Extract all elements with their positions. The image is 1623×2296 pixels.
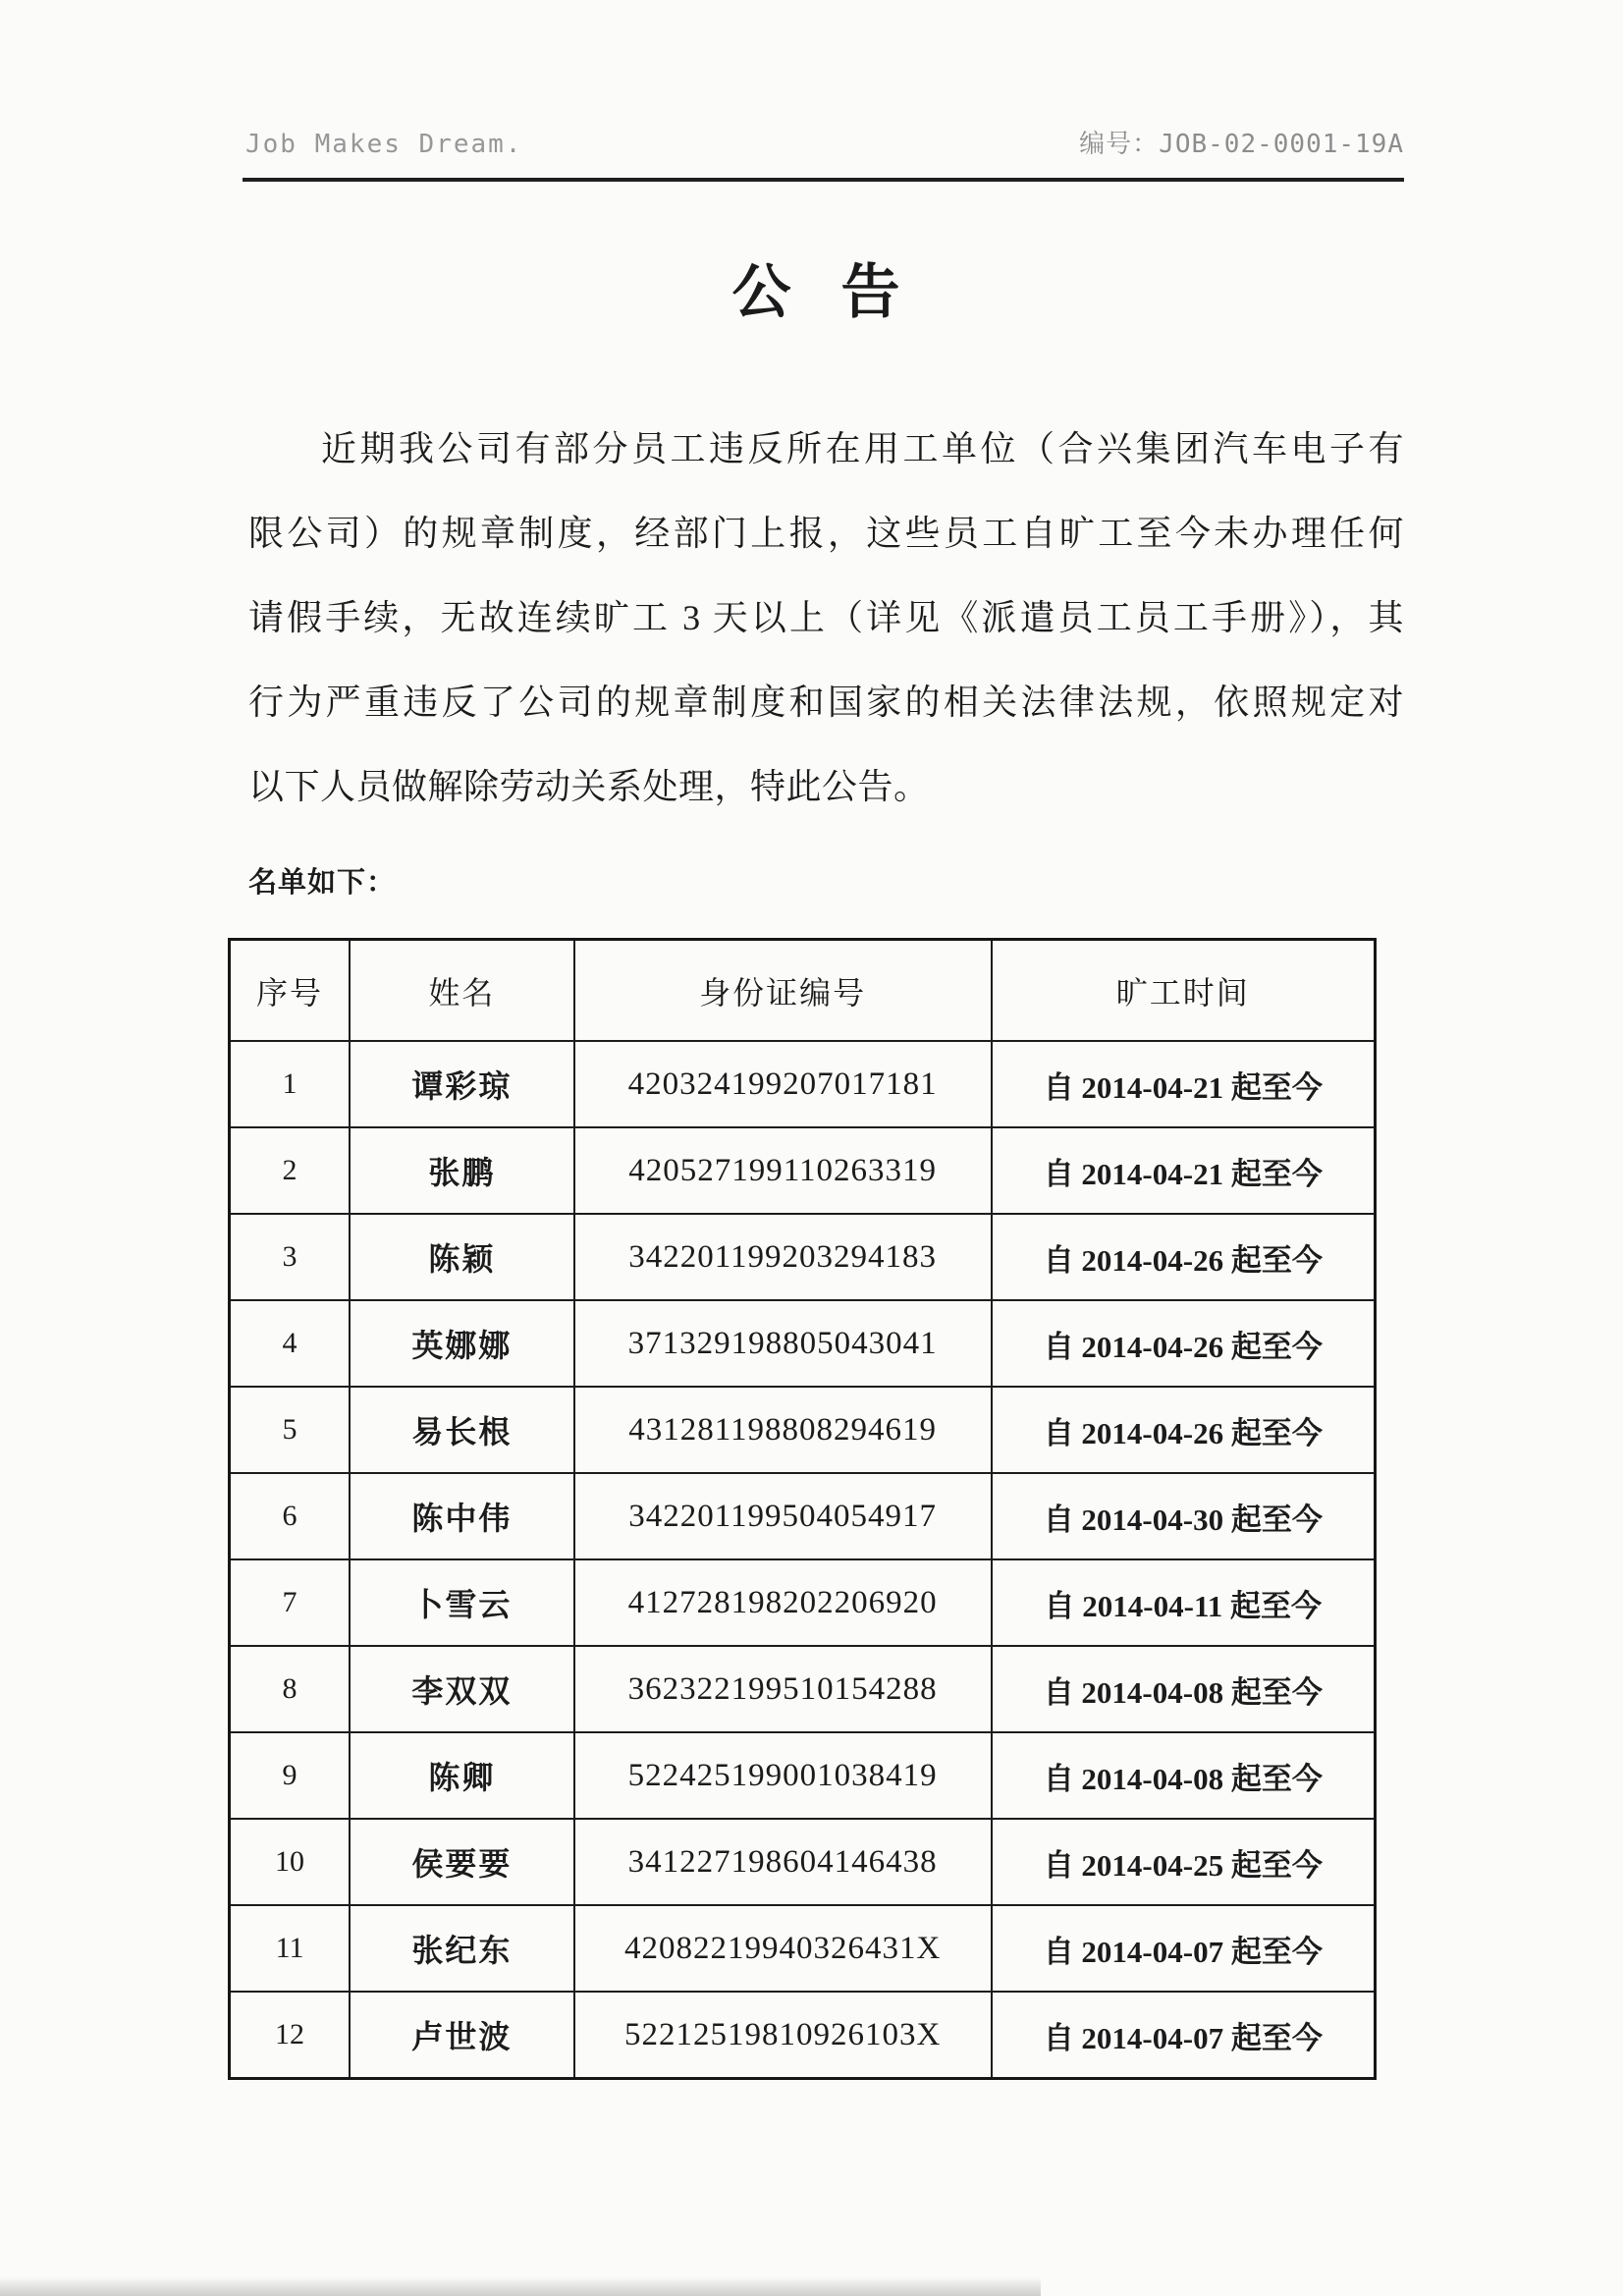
id-number-cell: 342201199504054917: [574, 1473, 992, 1559]
row-number-cell: 11: [230, 1905, 351, 1992]
row-number-cell: 8: [230, 1646, 351, 1732]
row-number-cell: 9: [230, 1732, 351, 1819]
employee-name-cell: 陈卿: [350, 1732, 574, 1819]
row-number-cell: 5: [230, 1387, 351, 1473]
header-slogan: Job Makes Dream.: [245, 130, 523, 159]
table-row: [230, 1214, 1376, 1300]
row-number-cell: 1: [230, 1041, 351, 1127]
row-number-cell: 10: [230, 1819, 351, 1905]
absence-period-cell: 自 2014-04-08 起至今: [992, 1646, 1376, 1732]
column-header: 序号: [230, 940, 351, 1042]
table-row: [230, 1732, 1376, 1819]
employee-name-cell: 易长根: [350, 1387, 574, 1473]
body-line: 以下人员做解除劳动关系处理，特此公告。: [248, 767, 930, 806]
header-doc-number: [1079, 124, 1404, 160]
announcement-body: [248, 407, 1404, 829]
employee-name-cell: 陈颖: [350, 1214, 574, 1300]
header-divider: [243, 178, 1404, 182]
table-row: [230, 1300, 1376, 1387]
row-number-cell: 2: [230, 1127, 351, 1214]
employee-name-cell: 卢世波: [350, 1992, 574, 2079]
table-row: [230, 1473, 1376, 1559]
id-number-cell: 52212519810926103X: [574, 1992, 992, 2079]
id-number-cell: 522425199001038419: [574, 1732, 992, 1819]
table-row: [230, 1905, 1376, 1992]
row-number-cell: 6: [230, 1473, 351, 1559]
id-number-cell: 371329198805043041: [574, 1300, 992, 1387]
absence-period-cell: 自 2014-04-30 起至今: [992, 1473, 1376, 1559]
id-number-cell: 42082219940326431X: [574, 1905, 992, 1992]
employee-name-cell: 侯要要: [350, 1819, 574, 1905]
table-row: [230, 1041, 1376, 1127]
absence-period-cell: 自 2014-04-26 起至今: [992, 1387, 1376, 1473]
table-row: [230, 1127, 1376, 1214]
list-label: 名单如下：: [248, 867, 397, 899]
absence-period-cell: 自 2014-04-25 起至今: [992, 1819, 1376, 1905]
page-header: [245, 124, 1404, 160]
absence-period-cell: 自 2014-04-08 起至今: [992, 1732, 1376, 1819]
row-number-cell: 7: [230, 1559, 351, 1646]
column-header: 旷工时间: [992, 940, 1376, 1042]
table-header-row: [230, 940, 1376, 1042]
column-header: 身份证编号: [574, 940, 992, 1042]
scan-edge-shadow: [0, 2276, 1041, 2296]
id-number-cell: 362322199510154288: [574, 1646, 992, 1732]
table-row: [230, 1819, 1376, 1905]
id-number-cell: 431281198808294619: [574, 1387, 992, 1473]
body-line: 限公司）的规章制度，经部门上报，这些员工自旷工至今未办理任何: [248, 514, 1404, 553]
absence-period-cell: 自 2014-04-07 起至今: [992, 1905, 1376, 1992]
employee-name-cell: 陈中伟: [350, 1473, 574, 1559]
employee-name-cell: 张纪东: [350, 1905, 574, 1992]
absence-period-cell: 自 2014-04-07 起至今: [992, 1992, 1376, 2079]
id-number-cell: 412728198202206920: [574, 1559, 992, 1646]
body-line: 请假手续，无故连续旷工 3 天以上（详见《派遣员工员工手册》），其: [248, 598, 1404, 637]
employee-name-cell: 张鹏: [350, 1127, 574, 1214]
absence-period-cell: 自 2014-04-26 起至今: [992, 1300, 1376, 1387]
absence-period-cell: 自 2014-04-21 起至今: [992, 1127, 1376, 1214]
employee-name-cell: 李双双: [350, 1646, 574, 1732]
id-number-cell: 342201199203294183: [574, 1214, 992, 1300]
id-number-cell: 341227198604146438: [574, 1819, 992, 1905]
employee-name-cell: 谭彩琼: [350, 1041, 574, 1127]
employee-name-cell: 英娜娜: [350, 1300, 574, 1387]
page-title: 公 告: [731, 260, 918, 325]
id-number-cell: 420324199207017181: [574, 1041, 992, 1127]
doc-number-label: 编号：: [1079, 130, 1160, 159]
row-number-cell: 4: [230, 1300, 351, 1387]
doc-number-value: JOB-02-0001-19A: [1159, 130, 1404, 159]
roster-table-container: [228, 938, 1377, 2080]
absence-period-cell: 自 2014-04-11 起至今: [992, 1559, 1376, 1646]
table-row: [230, 1646, 1376, 1732]
absence-period-cell: 自 2014-04-21 起至今: [992, 1041, 1376, 1127]
roster-table: [228, 938, 1377, 2080]
table-row: [230, 1992, 1376, 2079]
row-number-cell: 12: [230, 1992, 351, 2079]
body-line: 行为严重违反了公司的规章制度和国家的相关法律法规，依照规定对: [248, 683, 1404, 722]
column-header: 姓名: [350, 940, 574, 1042]
employee-name-cell: 卜雪云: [350, 1559, 574, 1646]
id-number-cell: 420527199110263319: [574, 1127, 992, 1214]
row-number-cell: 3: [230, 1214, 351, 1300]
table-row: [230, 1387, 1376, 1473]
table-row: [230, 1559, 1376, 1646]
body-line: 近期我公司有部分员工违反所在用工单位（合兴集团汽车电子有: [321, 429, 1404, 468]
absence-period-cell: 自 2014-04-26 起至今: [992, 1214, 1376, 1300]
